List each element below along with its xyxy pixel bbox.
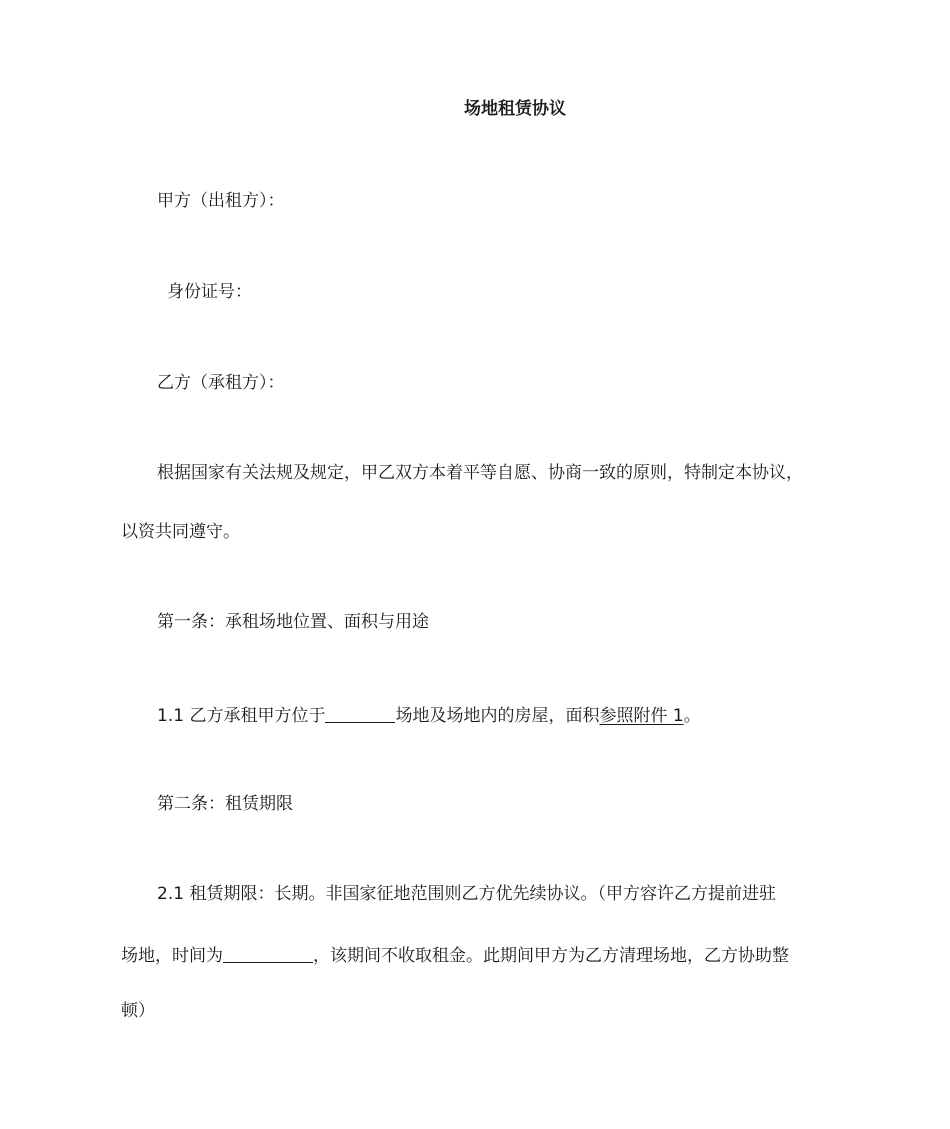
clause-2-1-line-2: [121, 945, 789, 965]
clause-1-1-middle: 场地及场地内的房屋，面积: [395, 706, 600, 726]
clause-2-1-line-2-suffix: ，该期间不收取租金。此期间甲方为乙方清理场地，乙方协助整: [313, 946, 789, 966]
clause-1-1: [157, 705, 701, 725]
clause-2-1-line-2-prefix: 场地，时间为: [121, 946, 223, 966]
clause-1-1-end: 。: [683, 706, 701, 726]
document-title: 场地租赁协议: [464, 99, 566, 119]
id-number-label: 身份证号：: [167, 282, 252, 302]
clause-2-1-line-3: 顿）: [121, 1001, 155, 1021]
appendix-1-reference: 参照附件 1: [599, 706, 684, 726]
preamble-line-1: 根据国家有关法规及规定，甲乙双方本着平等自愿、协商一致的原则，特制定本协议，: [157, 463, 803, 483]
party-b-label: 乙方（承租方）：: [157, 373, 285, 393]
preamble-line-2: 以资共同遵守。: [121, 522, 240, 542]
blank-location-field: [325, 705, 395, 723]
clause-1-1-prefix: 1.1 乙方承租甲方位于: [157, 706, 326, 726]
party-a-label: 甲方（出租方）：: [157, 191, 285, 211]
article-1-heading: 第一条：承租场地位置、面积与用途: [157, 612, 429, 632]
blank-time-field: [223, 945, 313, 963]
clause-2-1-line-1: 2.1 租赁期限：长期。非国家征地范围则乙方优先续协议。（甲方容许乙方提前进驻: [157, 884, 776, 904]
article-2-heading: 第二条：租赁期限: [157, 794, 293, 814]
